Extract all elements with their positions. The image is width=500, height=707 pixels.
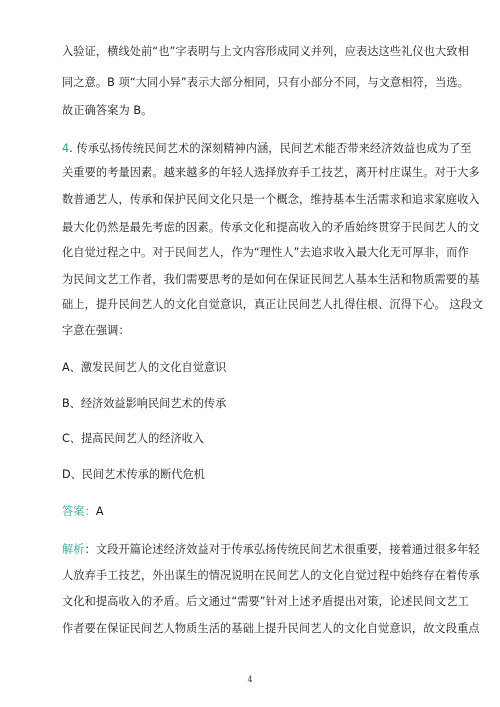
- answer-line: [62, 505, 104, 519]
- explanation-first-line: [62, 543, 480, 557]
- question-line: 最大化仍然是最先考虑的因素。传承文化和提高收入的矛盾始终贯穿于民间艺人的文: [62, 221, 480, 234]
- question-text: . 传承弘扬传统民间艺术的深刻精神内涵，民间艺术能否带来经济效益也成为了至: [69, 142, 472, 155]
- question-line: 数普通艺人，传承和保护民间文化只是一个概念，维持基本生活需求和追求家庭收入: [62, 193, 480, 206]
- question-line: 关重要的考量因素。越来越多的年轻人选择放弃手工技艺，离开村庄谋生。对于大多: [62, 166, 480, 179]
- explanation-line: 人放弃手工技艺，外出谋生的情况说明在民间艺人的文化自觉过程中始终存在着传承: [62, 569, 480, 582]
- question-line: 化自觉过程之中。对于民间艺人，作为“理性人”去追求收入最大化无可厚非，而作: [62, 246, 469, 259]
- question-line: 础上，提升民间艺人的文化自觉意识，真正让民间艺人扎得住根、沉得下心。 这段文: [62, 298, 484, 311]
- prev-explanation-line: 故正确答案为 B。: [62, 104, 153, 117]
- question-line: 字意在强调：: [62, 324, 130, 337]
- option-a: A、激发民间艺人的文化自觉意识: [62, 361, 227, 374]
- explanation-label: 解析: [62, 543, 85, 556]
- explanation-line: 作者要在保证民间艺人物质生活的基础上提升民间艺人的文化自觉意识，故文段重点: [62, 622, 480, 635]
- prev-explanation-line: 同之意。B 项“大同小异”表示大部分相同，只有小部分不同，与文意相符，当选。: [62, 76, 469, 89]
- explanation-text: ：文段开篇论述经济效益对于传承弘扬传统民间艺术很重要，接着通过很多年轻: [84, 543, 480, 556]
- question-first-line: [62, 142, 472, 156]
- explanation-line: 文化和提高收入的矛盾。后文通过“需要”针对上述矛盾提出对策，论述民间文艺工: [62, 595, 469, 608]
- question-line: 为民间文艺工作者，我们需要思考的是如何在保证民间艺人基本生活和物质需要的基: [62, 273, 480, 286]
- prev-explanation-line: 入验证，横线处前“也”字表明与上文内容形成同义并列，应表达这些礼仪也大致相: [62, 45, 469, 58]
- answer-separator: ：: [84, 505, 96, 518]
- page-number: 4: [247, 675, 253, 684]
- option-b: B、经济效益影响民间艺术的传承: [62, 397, 227, 410]
- answer-label: 答案: [62, 505, 85, 518]
- option-c: C、提高民间艺人的经济收入: [62, 432, 205, 445]
- question-number: 4: [62, 142, 70, 155]
- answer-value: A: [95, 505, 104, 518]
- option-d: D、民间艺术传承的断代危机: [62, 468, 205, 481]
